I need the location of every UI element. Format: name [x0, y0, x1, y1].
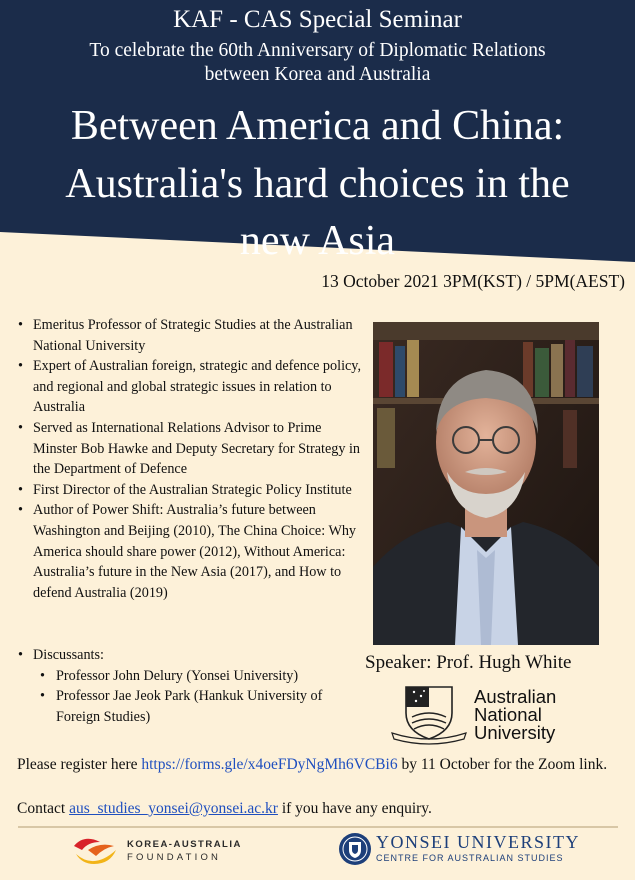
- anu-name-line-3: University: [474, 722, 556, 743]
- registration-prefix: Please register here: [17, 756, 142, 773]
- discussant-item: • Professor John Delury (Yonsei University): [36, 666, 363, 687]
- bio-item: • First Director of the Australian Strategic Policy Institute: [18, 480, 363, 501]
- registration-text: [17, 754, 617, 775]
- footer-divider: [18, 826, 618, 828]
- kaf-logo-icon: [70, 836, 122, 866]
- seminar-series-title: KAF - CAS Special Seminar: [173, 6, 462, 33]
- discussants: [18, 645, 363, 727]
- main-title-line-1: Between America and China:: [70, 103, 565, 149]
- subtitle-line-1: To celebrate the 60th Anniversary of Diplomatic Relations: [89, 40, 546, 61]
- speaker-photo: [373, 322, 599, 645]
- main-title-line-3: new Asia: [239, 218, 396, 264]
- cas-name: CENTRE FOR AUSTRALIAN STUDIES: [376, 853, 564, 863]
- bio-item: • Emeritus Professor of Strategic Studies at the Australian National University: [18, 315, 363, 356]
- discussants-label: • Discussants:: [18, 645, 363, 666]
- speaker-name: Speaker: Prof. Hugh White: [365, 652, 572, 673]
- contact-prefix: Contact: [17, 800, 70, 817]
- yonsei-seal-icon: [338, 832, 372, 866]
- contact-email-link[interactable]: aus_studies_yonsei@yonsei.ac.kr: [69, 800, 278, 817]
- registration-suffix: by 11 October for the Zoom link.: [397, 756, 608, 773]
- anu-name-line-1: Australian: [474, 686, 557, 707]
- contact-suffix: if you have any enquiry.: [277, 800, 432, 817]
- event-date: 13 October 2021 3PM(KST) / 5PM(AEST): [321, 271, 625, 291]
- kaf-name-line-1: KOREA-AUSTRALIA: [127, 839, 242, 850]
- subtitle-line-2: between Korea and Australia: [204, 64, 431, 85]
- bio-item: • Expert of Australian foreign, strategic and defence policy, and regional and global strategic issues in relation to Australia: [18, 356, 363, 418]
- bio-item: • Author of Power Shift: Australia’s future between Washington and Beijing (2010), The China Choice: Why America should share power (2012), Without America: Australia’s future in the New Asia (2017), and How to defend Australia (2019): [18, 500, 363, 603]
- bio-item: • Served as International Relations Advisor to Prime Minster Bob Hawke and Deputy Secretary for Strategy in the Department of Defence: [18, 418, 363, 480]
- main-title-line-2: Australia's hard choices in the: [65, 161, 570, 207]
- yonsei-name: YONSEI UNIVERSITY: [376, 832, 580, 852]
- anu-crest-icon: [390, 683, 468, 745]
- kaf-name-line-2: FOUNDATION: [127, 852, 222, 863]
- contact-text: [17, 798, 617, 819]
- speaker-bio: [18, 315, 363, 603]
- registration-link[interactable]: https://forms.gle/x4oeFDyNgMh6VCBi6: [141, 756, 398, 773]
- discussant-item: • Professor Jae Jeok Park (Hankuk University of Foreign Studies): [36, 686, 363, 727]
- anu-name-line-2: National: [474, 704, 542, 725]
